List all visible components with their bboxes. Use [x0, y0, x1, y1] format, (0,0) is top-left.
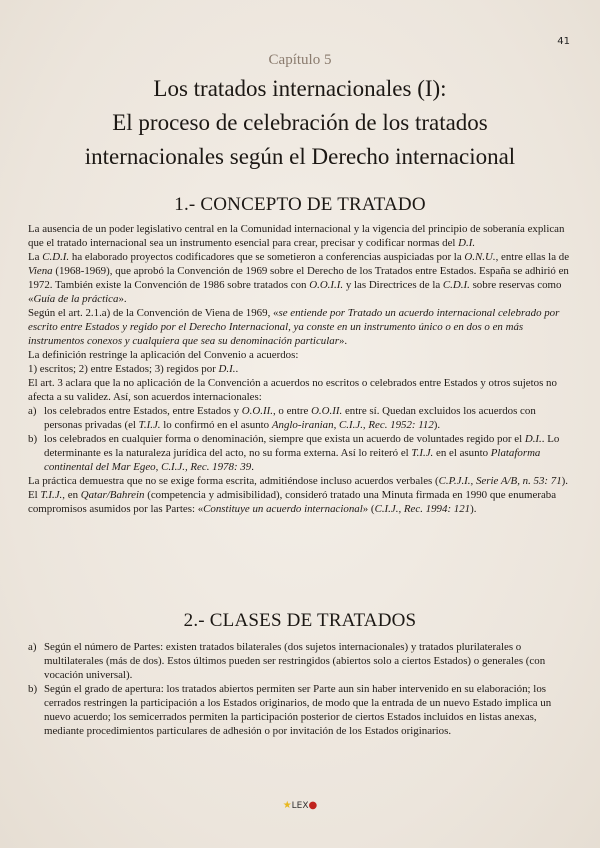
paragraph	[28, 250, 574, 306]
list-item	[28, 404, 574, 432]
logo-text: LEX	[291, 801, 309, 811]
italic-text: O.O.II.	[241, 405, 273, 417]
footer-logo	[0, 800, 600, 811]
text-run: ). El	[28, 475, 569, 501]
italic-text: Viena	[28, 265, 53, 277]
section-title-concepto: 1.- CONCEPTO DE TRATADO	[174, 194, 426, 215]
paragraph	[28, 362, 574, 376]
text-run: (competencia y admisibilidad), consideró tratado una Minuta firmada en 1990 que enumeraba compromisos asumidos por las Partes: «	[28, 489, 557, 515]
text-run: (1968-1969), que aprobó la Convención de 1969 sobre el Derecho de los Tratados entre Estados. España se adhirió en 1972. También existe la Convención de 1986 sobre tratados con	[28, 265, 569, 291]
paragraph-text: La ausencia de un poder legislativo central en la Comunidad internacional y la vigencia del principio de soberanía explican que el tratado internacional sea un instrumento esencial para crear, precisar y codificar normas del	[28, 223, 565, 249]
star-icon: ★	[282, 800, 292, 811]
text-run: .	[251, 461, 254, 473]
text-run: » (	[362, 503, 375, 515]
text-run: La práctica demuestra que no se exige forma escrita, admitiéndose incluso acuerdos verbales (	[28, 475, 439, 487]
text-run: y las Directrices de la	[343, 279, 443, 291]
drop-icon: ●	[308, 800, 318, 811]
text-run: La	[28, 251, 43, 263]
text-run: sobre reservas como «	[28, 279, 562, 305]
text-run: ).	[433, 419, 441, 431]
paragraph-text: ».	[338, 335, 348, 347]
list-item-text: Según el grado de apertura: los tratados abiertos permiten ser Parte aun sin haber intervenido en su elaboración; los cerrados restringen la participación a los Estados originarios, de modo que la entrada de un nuevo Estado implica un nuevo acuerdo; los semicerrados permiten la participación posterior de ciertos Estados incluidos en listas anexas, mediante procedimientos particulares de adhesión o por invitación de los Estados originarios.	[44, 683, 552, 737]
page-number: 41	[557, 36, 570, 47]
paragraph-text: 1) escritos; 2) entre Estados; 3) regidos por	[28, 363, 219, 375]
text-run: ,	[155, 461, 162, 473]
section-body-clases	[28, 640, 574, 738]
italic-text: C.I.J., Rec. 1952: 112	[339, 419, 434, 431]
list-item-text: Según el número de Partes: existen tratados bilaterales (dos sujetos internacionales) y tratados plurilaterales o multilaterales (más de dos). Estos últimos pueden ser restringidos (abiertos solo a ciertos Estados) o generales (con vocación universal).	[44, 641, 546, 681]
italic-text: O.O.II.	[311, 405, 343, 417]
text-run: ».	[118, 293, 127, 305]
section-body-concepto	[28, 222, 574, 516]
italic-text: C.P.J.I., Serie A/B, n. 53: 71	[438, 475, 562, 487]
list-item	[28, 640, 574, 682]
chapter-label: Capítulo 5	[268, 52, 332, 68]
italic-text: C.I.J., Rec. 1978: 39	[161, 461, 252, 473]
text-run: en el asunto	[433, 447, 491, 459]
text-run: , entre ellas la de	[495, 251, 570, 263]
text-run: , en	[62, 489, 81, 501]
abbr: D.I.	[458, 237, 476, 249]
italic-text: T.I.J.	[40, 489, 63, 501]
list-marker: a)	[28, 405, 37, 417]
italic-text: T.I.J.	[138, 419, 161, 431]
chapter-title-line: El proceso de celebración de los tratados	[112, 110, 488, 135]
text-run: lo confirmó en el asunto	[160, 419, 272, 431]
section-title-clases: 2.- CLASES DE TRATADOS	[183, 610, 417, 631]
paragraph-text: .	[235, 363, 239, 375]
text-run: los celebrados entre Estados, entre Estados y	[44, 405, 242, 417]
list-item	[28, 682, 574, 738]
text-run: entre sí. Quedan excluidos los acuerdos con personas privadas (el	[44, 405, 536, 431]
text-run: . Lo determinante es la naturaleza jurídica del acto, no su forma externa. Así lo reiteró el	[44, 433, 560, 459]
quote-text: se entiende por Tratado un acuerdo internacional celebrado por escrito entre Estados y regido por el Derecho Internacional, ya conste en un instrumento único o en dos o en más instrumentos conexos y cualquiera que sea su denominación particular	[28, 307, 560, 347]
text-run: ).	[470, 503, 477, 515]
list-item-text	[44, 405, 536, 431]
list-marker: b)	[28, 683, 38, 695]
italic-text: Plataforma continental del Mar Egeo	[44, 447, 541, 473]
paragraph: La definición restringe la aplicación del Convenio a acuerdos:	[28, 349, 299, 361]
italic-text: C.D.I.	[42, 251, 70, 263]
italic-text: Guía de la práctica	[33, 293, 119, 305]
text-run: , o entre	[272, 405, 312, 417]
text-run: ,	[333, 419, 340, 431]
italic-text: Constituye un acuerdo internacional	[203, 503, 363, 515]
text-run: los celebrados en cualquier forma o denominación, siempre que exista un acuerdo de voluntades regido por el	[44, 433, 525, 445]
paragraph-text: Según el art. 2.1.a) de la Convención de Viena de 1969, «	[28, 307, 279, 319]
abbr: D.I.	[218, 363, 236, 375]
list-marker: b)	[28, 433, 38, 445]
italic-text: O.O.I.I.	[309, 279, 344, 291]
list-marker: a)	[28, 641, 37, 653]
list-item	[28, 432, 574, 474]
italic-text: Anglo-iranian	[271, 419, 334, 431]
paragraph	[28, 474, 574, 516]
list-item-text	[44, 433, 559, 473]
paragraph	[28, 306, 574, 348]
italic-text: O.N.U.	[464, 251, 496, 263]
italic-text: D.I.	[524, 433, 542, 445]
chapter-title-line: Los tratados internacionales (I):	[153, 76, 447, 101]
text-run: ha elaborado proyectos codificadores que se sometieron a conferencias auspiciadas por la	[69, 251, 465, 263]
chapter-title-line: internacionales según el Derecho internacional	[84, 144, 516, 169]
italic-text: T.I.J.	[411, 447, 434, 459]
paragraph: El art. 3 aclara que la no aplicación de la Convención a acuerdos no escritos o celebrados entre Estados y otros sujetos no afecta a su validez. Así, son acuerdos internacionales:	[28, 377, 557, 403]
italic-text: Qatar/Bahrein	[80, 489, 145, 501]
italic-text: C.D.I.	[442, 279, 470, 291]
chapter-title	[0, 72, 600, 174]
paragraph	[28, 222, 574, 250]
italic-text: C.I.J., Rec. 1994: 121	[374, 503, 471, 515]
